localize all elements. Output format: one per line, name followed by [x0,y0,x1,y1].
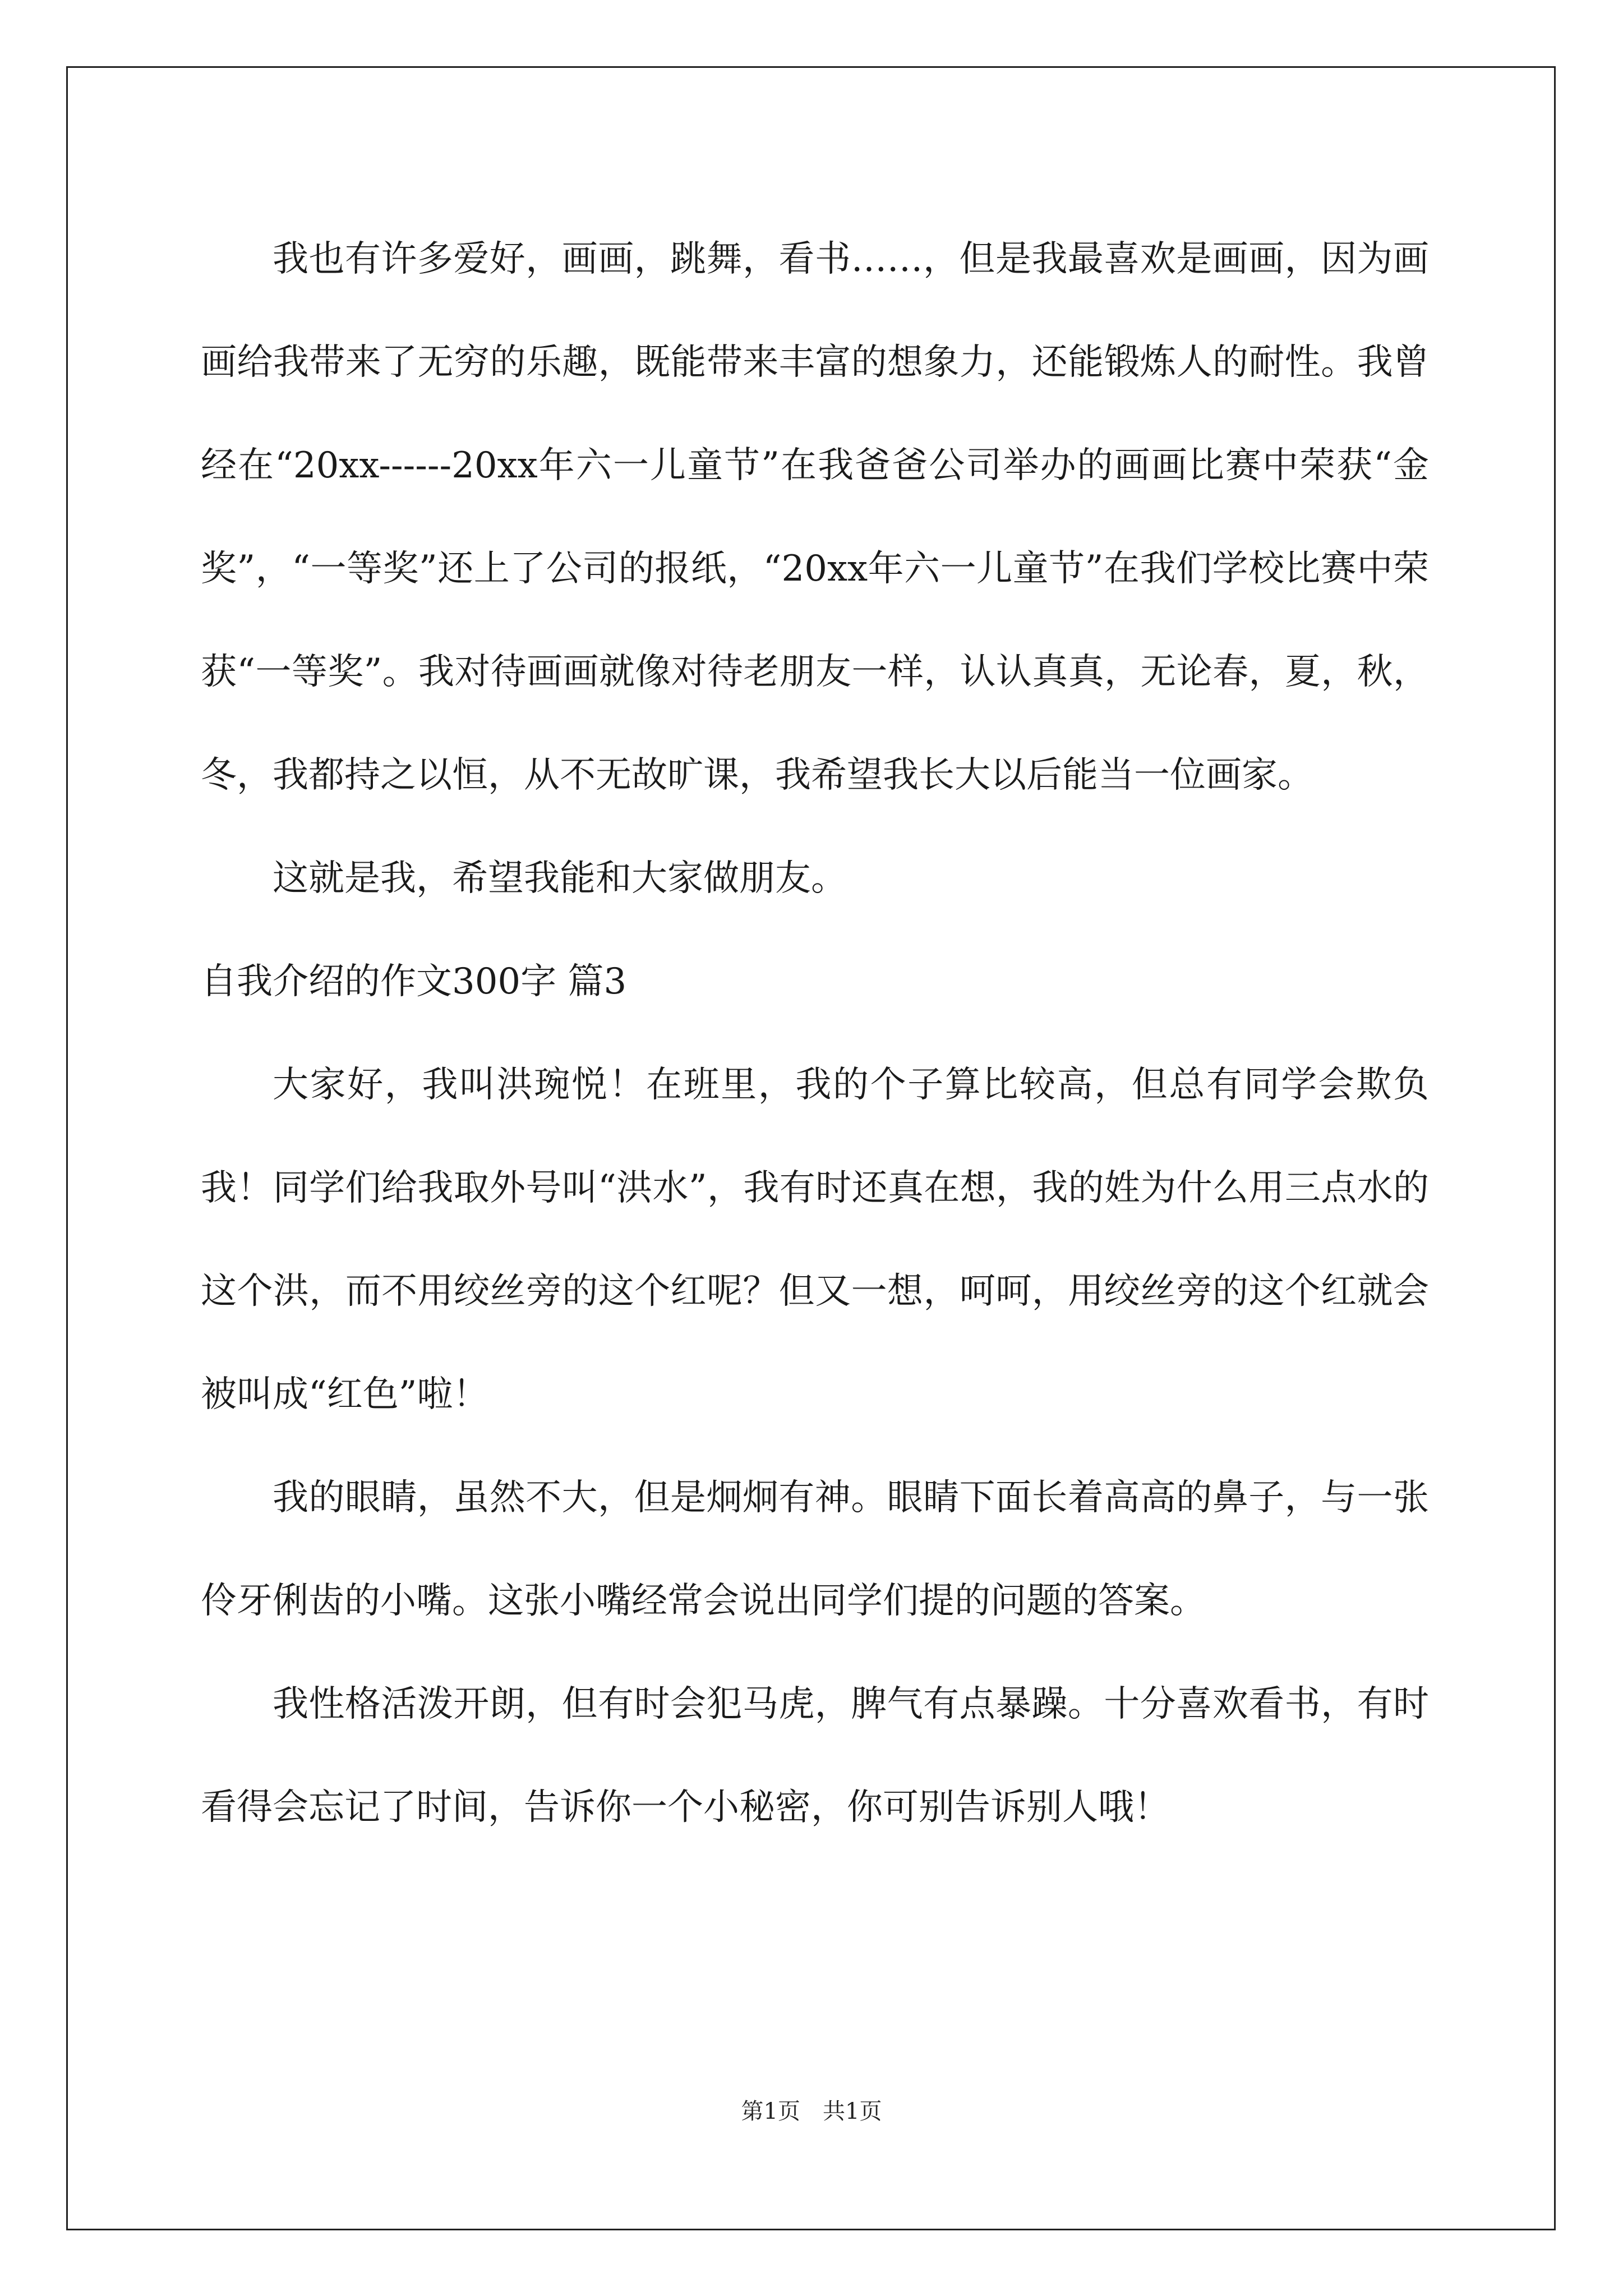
paragraph-hobbies: 我也有许多爱好，画画，跳舞，看书……，但是我最喜欢是画画，因为画画给我带来了无穷的乐趣，既能带来丰富的想象力，还能锻炼人的耐性。我曾经在“20xx------20xx年六一儿童节”在我爸爸公司举办的画画比赛中荣获“金奖”，“一等奖”还上了公司的报纸，“20xx年六一儿童节”在我们学校比赛中荣获“一等奖”。我对待画画就像对待老朋友一样，认认真真，无论春，夏，秋，冬，我都持之以恒，从不无故旷课，我希望我长大以后能当一位画家。 [201,238,1429,796]
paragraph-appearance: 我的眼睛，虽然不大，但是炯炯有神。眼睛下面长着高高的鼻子，与一张伶牙俐齿的小嘴。这张小嘴经常会说出同学们提的问题的答案。 [201,1477,1429,1622]
section-heading: 自我介绍的作文300字 篇3 [201,961,627,1002]
page-footer: 第1页 共1页 [741,2099,882,2124]
paragraph-personality: 我性格活泼开朗，但有时会犯马虎，脾气有点暴躁。十分喜欢看书，有时看得会忘记了时间，告诉你一个小秘密，你可别告诉别人哦！ [201,1683,1429,1828]
document-body [201,208,1429,1859]
paragraph-intro: 大家好，我叫洪琬悦！在班里，我的个子算比较高，但总有同学会欺负我！同学们给我取外号叫“洪水”，我有时还真在想，我的姓为什么用三点水的这个洪，而不用绞丝旁的这个红呢？但又一想，呵呵，用绞丝旁的这个红就会被叫成“红色”啦！ [201,1064,1429,1415]
paragraph-closing: 这就是我，希望我能和大家做朋友。 [273,858,847,899]
